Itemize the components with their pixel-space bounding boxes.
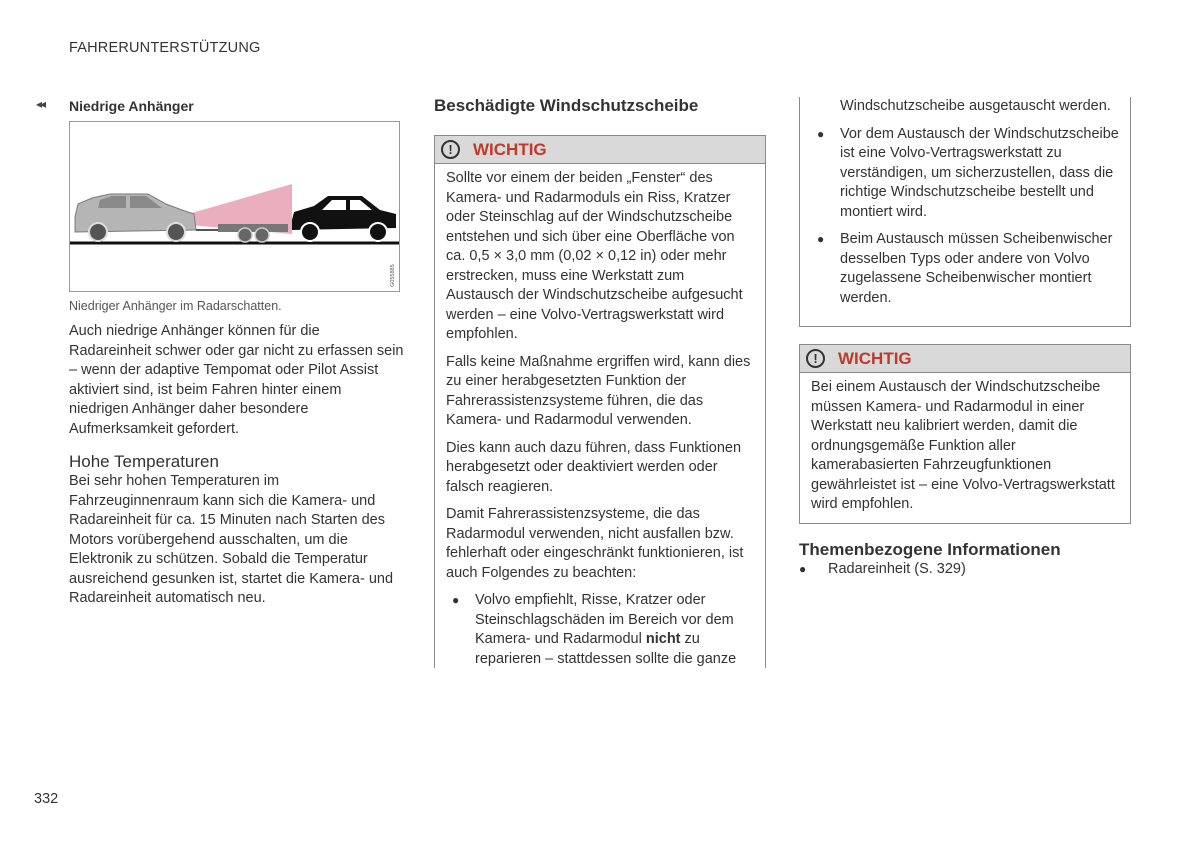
- middle-column: [434, 95, 766, 668]
- low-trailer-heading: Niedrige Anhänger: [69, 98, 194, 114]
- list-item: ● Vor dem Austausch der Windschutzscheibe ist eine Volvo-Vertragswerkstatt zu verständigen, um sicherzustellen, dass die richtige Windschutzscheibe bestellt und montiert wird.: [817, 125, 1119, 220]
- related-link-item[interactable]: [799, 560, 1131, 580]
- list-item: ● Beim Austausch müssen Scheibenwischer desselben Typs oder andere von Volvo zugelassene Scheibenwischer montiert werden.: [817, 231, 1113, 306]
- important-paragraph-3: Dies kann auch dazu führen, dass Funktionen herabgesetzt oder deaktiviert werden oder falsch reagieren.: [446, 439, 742, 495]
- figure-caption: Niedriger Anhänger im Radarschatten.: [69, 299, 282, 313]
- low-trailer-paragraph: Auch niedrige Anhänger können für die Radareinheit schwer oder gar nicht zu erfassen sein – wenn der adaptive Tempomat oder Pilot Assist aktiviert sind, ist beim Fahren hinter einem niedrigen Anhänger daher besondere Aufmerksamkeit gefordert.: [69, 323, 404, 437]
- important-paragraph-4: Damit Fahrerassistenzsysteme, die das Radarmodul verwenden, nicht ausfallen bzw. fehlerhaft oder eingeschränkt funktionieren, ist auch Folgendes zu beachten:: [446, 506, 744, 581]
- important-box-2-body: [800, 373, 1130, 523]
- important-bullet-list: [446, 591, 754, 669]
- continued-mark: ◂◂: [36, 97, 45, 111]
- left-column: [69, 97, 404, 609]
- important-box: [434, 135, 766, 668]
- suv-icon: [75, 194, 196, 241]
- radar-shadow-illustration: [70, 122, 399, 291]
- exclamation-icon: !: [806, 349, 825, 368]
- continued-bullet-list: [811, 125, 1119, 309]
- exclamation-icon: !: [441, 140, 460, 159]
- car-ahead-icon: [292, 196, 396, 241]
- page-number: 332: [34, 791, 59, 807]
- important-box-2-header: [800, 345, 1130, 373]
- bullet-icon: ●: [817, 126, 825, 141]
- important-box-header: [435, 136, 765, 164]
- bullet-icon: ●: [452, 593, 460, 607]
- damaged-windshield-heading: Beschädigte Windschutzscheibe: [434, 96, 699, 115]
- right-column: [799, 97, 1131, 579]
- figure-code: G055885: [390, 264, 396, 287]
- high-temperature-heading: Hohe Temperaturen: [69, 452, 219, 471]
- bullet-icon: ●: [799, 561, 807, 576]
- section-header: FAHRERUNTERSTÜTZUNG: [69, 40, 261, 56]
- bullet-icon: ●: [817, 232, 825, 246]
- important-title: WICHTIG: [838, 348, 912, 368]
- important-2-paragraph: Bei einem Austausch der Windschutzscheibe müssen Kamera- und Radarmodul in einer Werkstatt neu kalibriert werden, damit die ordnungsgemäße Funktion aller kamerabasierten Fahrzeugfunktionen gewährleistet ist – eine Volvo-Vertragswerkstatt wird empfohlen.: [811, 379, 1115, 512]
- related-info-heading: Themenbezogene Informationen: [799, 539, 1061, 559]
- important-box-2: [799, 344, 1131, 524]
- important-box-body: [435, 164, 765, 677]
- important-paragraph-2: Falls keine Maßnahme ergriffen wird, kann dies zu einer herabgesetzten Funktion der Fahrerassistenzsysteme führen, die das Kamera- und Radarmodul verwenden.: [446, 353, 751, 428]
- list-item: ● Volvo empfiehlt, Risse, Kratzer oder Steinschlagschäden im Bereich vor dem Kamera- und Radarmodul nicht zu reparieren – stattdessen sollte die ganze: [452, 592, 737, 667]
- important-title: WICHTIG: [473, 139, 547, 159]
- continued-text: Windschutzscheibe ausgetauscht werden.: [840, 98, 1111, 114]
- important-box-continued: [799, 97, 1131, 327]
- important-paragraph-1: Sollte vor einem der beiden „Fenster“ des Kamera- und Radarmoduls ein Riss, Kratzer oder Steinschlag auf der Windschutzscheibe entstehen und sich über eine Oberfläche von ca. 0,5 × 3,0 mm (0,02 × 0,12 in) oder mehr erstrecken, muss eine Werkstatt zum Austausch der Windschutzscheibe aufgesucht werden – eine Volvo-Vertragswerkstatt wird empfohlen.: [446, 170, 743, 342]
- high-temperature-paragraph: Bei sehr hohen Temperaturen im Fahrzeuginnenraum kann sich die Kamera- und Radareinheit für ca. 15 Minuten nach Starten des Motors vorübergehend ausschalten, um die Elektronik zu schützen. Sobald die Temperatur ausreichend gesunken ist, startet die Kamera- und Radareinheit automatisch neu.: [69, 473, 394, 606]
- related-link[interactable]: Radareinheit (S. 329): [828, 560, 966, 577]
- radar-shadow-figure: [69, 121, 400, 292]
